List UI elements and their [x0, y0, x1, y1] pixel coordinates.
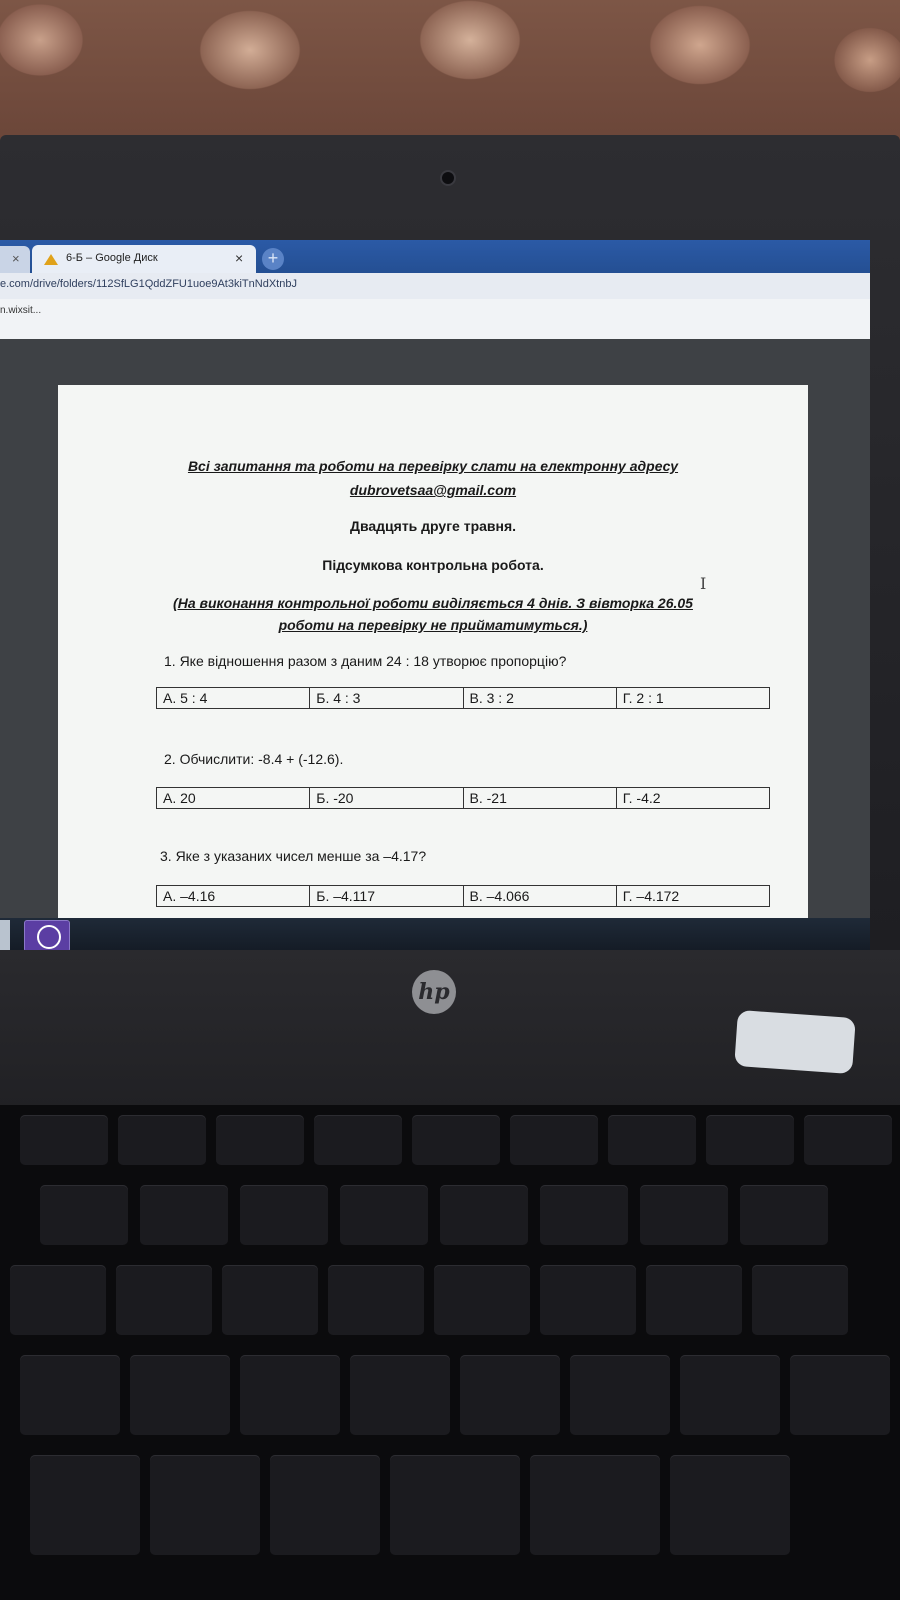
tab-close-icon[interactable]: × [12, 251, 20, 266]
tab-previous[interactable] [0, 246, 30, 273]
keyboard-key[interactable] [240, 1185, 328, 1245]
answer-table-1 [156, 687, 770, 709]
keyboard-key[interactable] [530, 1455, 660, 1555]
answer-option: В. -21 [464, 788, 617, 808]
answer-option: Б. -20 [310, 788, 463, 808]
wallpaper [0, 0, 900, 150]
new-tab-button[interactable]: + [262, 248, 284, 270]
keyboard-key[interactable] [10, 1265, 106, 1335]
keyboard-key[interactable] [116, 1265, 212, 1335]
bookmarks-bar [0, 299, 870, 340]
header-line: Всі запитання та роботи на перевірку слати на електронну адресу [187, 458, 679, 474]
test-title: Підсумкова контрольна робота. [322, 557, 544, 573]
laptop-screen [0, 240, 870, 940]
keyboard-key[interactable] [222, 1265, 318, 1335]
keyboard-key[interactable] [340, 1185, 428, 1245]
keyboard-key[interactable] [608, 1115, 696, 1165]
document-viewer [0, 339, 870, 919]
keyboard-key[interactable] [706, 1115, 794, 1165]
answer-option: Г. –4.172 [622, 888, 680, 904]
keyboard-key[interactable] [328, 1265, 424, 1335]
keyboard-key[interactable] [540, 1265, 636, 1335]
google-drive-icon [44, 254, 58, 265]
keyboard-key[interactable] [130, 1355, 230, 1435]
keyboard-key[interactable] [540, 1185, 628, 1245]
bookmark-item[interactable]: n.wixsit... [0, 305, 42, 316]
keyboard-key[interactable] [20, 1355, 120, 1435]
keyboard-key[interactable] [670, 1455, 790, 1555]
keyboard-key[interactable] [20, 1115, 108, 1165]
date-line: Двадцять друге травня. [349, 518, 517, 534]
url-text[interactable]: e.com/drive/folders/112SfLG1QddZFU1uoe9At3kiTnNdXtnbJ [0, 278, 297, 290]
note-line-2: роботи на перевірку не прийматимуться.) [278, 617, 588, 633]
viber-app-button[interactable] [24, 920, 70, 952]
answer-option: В. 3 : 2 [464, 688, 617, 708]
text-cursor-icon: I [700, 574, 707, 593]
keyboard-key[interactable] [240, 1355, 340, 1435]
taskbar [0, 918, 870, 952]
keyboard-key[interactable] [412, 1115, 500, 1165]
keyboard-key[interactable] [118, 1115, 206, 1165]
note-line-1: (На виконання контрольної роботи виділяється 4 днів. З вівторка 26.05 [173, 595, 693, 611]
keyboard-key[interactable] [510, 1115, 598, 1165]
keyboard-key[interactable] [314, 1115, 402, 1165]
keyboard-key[interactable] [440, 1185, 528, 1245]
answer-option: Б. 4 : 3 [310, 688, 463, 708]
answer-option: А. –4.16 [157, 886, 310, 906]
viber-icon [37, 925, 61, 949]
tab-close-icon[interactable]: × [235, 250, 244, 266]
keyboard [0, 1105, 900, 1600]
address-bar[interactable] [0, 273, 870, 300]
question-1: 1. Яке відношення разом з даним 24 : 18 утворює пропорцію? [164, 653, 567, 669]
question-2: 2. Обчислити: -8.4 + (-12.6). [164, 751, 344, 767]
keyboard-key[interactable] [804, 1115, 892, 1165]
webcam [440, 170, 456, 186]
keyboard-key[interactable] [350, 1355, 450, 1435]
document-page [58, 385, 808, 925]
answer-option: Б. –4.117 [310, 886, 463, 906]
keyboard-key[interactable] [270, 1455, 380, 1555]
keyboard-key[interactable] [646, 1265, 742, 1335]
keyboard-key[interactable] [752, 1265, 848, 1335]
email-address[interactable]: dubrovetsaa@gmail.com [349, 482, 517, 498]
answer-option: Г. 2 : 1 [622, 690, 664, 706]
keyboard-key[interactable] [790, 1355, 890, 1435]
keyboard-key[interactable] [40, 1185, 128, 1245]
question-3: 3. Яке з указаних чисел менше за –4.17? [160, 848, 427, 864]
keyboard-key[interactable] [216, 1115, 304, 1165]
hp-logo: hp [412, 970, 456, 1014]
keyboard-key[interactable] [390, 1455, 520, 1555]
keyboard-key[interactable] [570, 1355, 670, 1435]
sticker [734, 1010, 856, 1074]
browser-tab-bar [0, 240, 870, 273]
keyboard-key[interactable] [434, 1265, 530, 1335]
answer-option: Г. -4.2 [622, 790, 661, 806]
answer-option: А. 5 : 4 [157, 688, 310, 708]
keyboard-key[interactable] [460, 1355, 560, 1435]
answer-option: В. –4.066 [464, 886, 617, 906]
answer-option: А. 20 [157, 788, 310, 808]
keyboard-key[interactable] [640, 1185, 728, 1245]
answer-table-3 [156, 885, 770, 907]
keyboard-key[interactable] [680, 1355, 780, 1435]
answer-table-2 [156, 787, 770, 809]
keyboard-key[interactable] [740, 1185, 828, 1245]
taskbar-tile[interactable] [0, 920, 10, 950]
tab-title: 6-Б – Google Диск [66, 252, 158, 264]
keyboard-key[interactable] [140, 1185, 228, 1245]
tab-google-drive[interactable] [32, 245, 256, 273]
keyboard-key[interactable] [30, 1455, 140, 1555]
keyboard-key[interactable] [150, 1455, 260, 1555]
